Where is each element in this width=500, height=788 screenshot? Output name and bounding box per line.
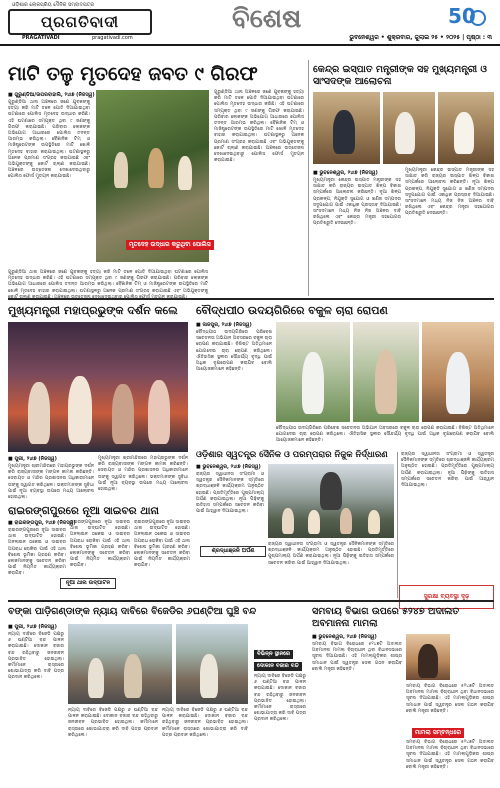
story2-byline: ■ ଭୁବନେଶ୍ୱର, ୨୪ା୭ (ନିଜସ୍ୱ) [313, 170, 378, 176]
story2-column1: ମୁଖ୍ୟମନ୍ତ୍ରୀ କେନ୍ଦ୍ର ଇସ୍ପାତ ମନ୍ତ୍ରୀଙ୍କ ସହ ସାକ୍ଷାତ କରି ରାଜ୍ୟର ଇସ୍ପାତ ଶିଳ୍ପ ବିକାଶ ସମ୍ପର୍କରେ ଆଲୋଚନା କରିଛନ୍ତି। ନୂଆ ଶିଳ୍ପ ପ୍ରକଳ୍ପ, ନିଯୁକ୍ତି ସୁଯୋଗ ଓ ଖଣିଜ ସମ୍ପଦର ସଦୁପଯୋଗ ପାଇଁ ଏକାଧିକ ପ୍ରସ୍ତାବ ଦିଆଯାଇଛି। ସାଂସଦମାନେ ମଧ୍ୟ ନିଜ ନିଜ ଅଞ୍ଚଳର ଦାବି ରଖିଥିଲେ ଏବଂ କେନ୍ଦ୍ର ମନ୍ତ୍ରୀ ସହଯୋଗର ପ୍ରତିଶ୍ରୁତି ଦେଇଛନ୍ତି। [313, 178, 401, 227]
sidebar-column: ରାଜ୍ୟର ସ୍ୱାଧୀନତା ସଂଗ୍ରାମୀ ଓ ସ୍ୱତନ୍ତ୍ର ସୈନିକମାନଙ୍କ ସ୍ମୃତିରେ ଶ୍ରଦ୍ଧାଞ୍ଜଳି କାର୍ଯ୍ୟକ୍ରମ ଅନୁଷ୍ଠିତ ହୋଇଛି। ପ୍ରତିମୂର୍ତ୍ତିରେ ପୁଷ୍ପମାଲ୍ୟ ଅର୍ପଣ କରାଯାଇଥିଲା। ନୂଆ ପିଢ଼ିଙ୍କୁ ଇତିହାସ ସମ୍ପର୍କରେ ସଚେତନ କରିବା ପାଇଁ ଆହ୍ୱାନ ଦିଆଯାଇଥିଲା। [401, 452, 494, 489]
story5-column1: ରାଇରଙ୍ଗପୁରରେ ନୂଆ ସାଇବର ଥାନା ଉଦ୍‌ଘାଟିତ ହୋଇଛି। ଅନଲାଇନ ଠକେଇ ଓ ସାଇବର ଅପରାଧ ରୋକିବା ପାଇଁ ଏହି ଥାନା ବିଶେଷ ଭୂମିକା ଗ୍ରହଣ କରିବ। ଲୋକମାନଙ୍କୁ ସଚେତନ କରିବା ପାଇଁ ନିୟମିତ କାର୍ଯ୍ୟକ୍ରମ କରାଯିବ। [8, 528, 66, 577]
brand-url[interactable]: pragativadi.com [92, 35, 133, 41]
newspaper-logo[interactable]: ପ୍ରଗତିବାଦୀ [8, 9, 152, 35]
emblem-ring-icon [470, 10, 486, 26]
story1-headline[interactable]: ମାଟି ତଳୁ ମୃତଦେହ ଜବତ ୯ ଗିରଫ [8, 63, 258, 85]
story8-portrait[interactable] [406, 634, 450, 680]
story1-column1: ଗୁରୁଣ୍ଡିଆ ଥାନା ଅଞ୍ଚଳରେ ଜଣେ ଯୁବକଙ୍କୁ ହତ୍ୟା କରି ମାଟି ତଳେ ପୋତି ଦିଆଯାଇଥିବା ଘଟଣାରେ ପୋଲିସ ମୃତଦେହ ଉଦ୍ଧାର କରିଛି। ଏହି ଘଟଣାରେ ସମ୍ପୃକ୍ତ ଥିବା ୯ ଜଣଙ୍କୁ ଗିରଫ କରାଯାଇଛି। ପରିବାର ଲୋକଙ୍କ ଅଭିଯୋଗ ଆଧାରରେ ପୋଲିସ ତଦନ୍ତ ଆରମ୍ଭ କରିଥିଲା। ବୈଜ୍ଞାନିକ ଟିମ୍ ଓ ମାଜିଷ୍ଟ୍ରେଟଙ୍କ ଉପସ୍ଥିତିରେ ମାଟି ଖୋଳି ମୃତଦେହ ବାହାର କରାଯାଇଥିଲା। ଘଟଣାସ୍ଥଳରୁ ଅନେକ ପ୍ରମାଣ ସଂଗ୍ରହ କରାଯାଇଛି ଏବଂ ଅଭିଯୁକ୍ତଙ୍କୁ କୋର୍ଟ ଚାଲାଣ କରାଯାଇଛି। ଅଞ୍ଚଳରେ ଉତ୍ତେଜନା ଦେଖାଦେଇଥିବାରୁ ପୋଲିସ ଫୋର୍ସ ମୁତୟନ କରାଯାଇଛି। [8, 100, 90, 180]
story7-column4: ନ୍ୟାୟ ଦାବିରେ ବିଜେଡି ପକ୍ଷରୁ ୬ ଘଣ୍ଟିଆ ବନ୍ଦ ପାଳନ କରାଯାଇଛି। ଦୋକାନ ବଜାର ବନ୍ଦ ରହିଥିବାରୁ ଜନଜୀବନ ପ୍ରଭାବିତ ହୋଇଥିଲା। କର୍ମୀମାନେ ରାସ୍ତାରେ ଶୋଭାଯାତ୍ରା କରି ଦାବି ପତ୍ର ପ୍ରଦାନ କରିଥିଲେ। [254, 674, 306, 723]
brand-name-latin: PRAGATIVADI [22, 35, 60, 41]
story6-byline: ■ ଭୁବନେଶ୍ୱର, ୨୪ା୭ (ନିଜସ୍ୱ) [196, 464, 261, 470]
story2-photo-left[interactable] [313, 92, 380, 164]
story1-byline: ■ ଗୁରୁଣ୍ଡିଆ/ଉପରବାହାଲି, ୨୪ା୭ (ନିଜସ୍ୱ) [8, 92, 95, 98]
story6-headline[interactable]: ଓଡ଼ିଶାର ସ୍ୱତନ୍ତ୍ର ସୈନିକ ଓ ପରମ୍ପରାର ନିଜୁକ ନିର୍ଦ୍ଧାରଣ [196, 450, 388, 460]
story8-headline[interactable]: ସମବାୟ ବିଭାଗ ଉପରେ ୫୨୪୭ ଅଦାଲତ ଅବମାନନା ମାମଲା [312, 606, 460, 629]
story6-tag: ଶ୍ରଦ୍ଧାଞ୍ଜଳି ଅର୍ପଣ [200, 546, 266, 557]
column-divider [397, 452, 398, 598]
story3-column1: ମୁଖ୍ୟମନ୍ତ୍ରୀ ଶ୍ରୀମନ୍ଦିରରେ ମହାପ୍ରଭୁଙ୍କ ଦର୍ଶନ କରି ରାଜ୍ୟବାସୀଙ୍କ ମଙ୍ଗଳ କାମନା କରିଛନ୍ତି। ସେବାୟତ ଓ ମନ୍ଦିର ପ୍ରଶାସନର ଅଧିକାରୀମାନେ ତାଙ୍କୁ ସ୍ୱାଗତ କରିଥିଲେ। ଭକ୍ତମାନଙ୍କ ସୁବିଧା ପାଇଁ ନୂଆ ବ୍ୟବସ୍ଥା ଉପରେ ମଧ୍ୟ ଆଲୋଚନା ହୋଇଥିଲା। [8, 464, 94, 501]
story4-column2: ବୌଦ୍ଧପୀଠ ଉଦୟଗିରିରେ ପରିବେଶ ସଚେତନତା ଅଭିଯାନ ଅବସରରେ ବକୁଳ ଚାରା ରୋପଣ କରାଯାଇଛି। ବିଶିଷ୍ଟ ଅତିଥିମାନେ ଯୋଗଦେଇ ଚାରା ରୋପଣ କରିଥିଲେ। ଐତିହାସିକ ସ୍ଥଳୀର ସୌନ୍ଦର୍ଯ୍ୟ ବୃଦ୍ଧି ପାଇଁ ଅଧିକ ବୃକ୍ଷରୋପଣ କରାଯିବ ବୋଲି ଆୟୋଜକମାନେ କହିଛନ୍ତି। [276, 426, 494, 444]
story1-column-bottom: ଗୁରୁଣ୍ଡିଆ ଥାନା ଅଞ୍ଚଳରେ ଜଣେ ଯୁବକଙ୍କୁ ହତ୍ୟା କରି ମାଟି ତଳେ ପୋତି ଦିଆଯାଇଥିବା ଘଟଣାରେ ପୋଲିସ ମୃତଦେହ ଉଦ୍ଧାର କରିଛି। ଏହି ଘଟଣାରେ ସମ୍ପୃକ୍ତ ଥିବା ୯ ଜଣଙ୍କୁ ଗିରଫ କରାଯାଇଛି। ପରିବାର ଲୋକଙ୍କ ଅଭିଯୋଗ ଆଧାରରେ ପୋଲିସ ତଦନ୍ତ ଆରମ୍ଭ କରିଥିଲା। ବୈଜ୍ଞାନିକ ଟିମ୍ ଓ ମାଜିଷ୍ଟ୍ରେଟଙ୍କ ଉପସ୍ଥିତିରେ ମାଟି ଖୋଳି ମୃତଦେହ ବାହାର କରାଯାଇଥିଲା। ଘଟଣାସ୍ଥଳରୁ ଅନେକ ପ୍ରମାଣ ସଂଗ୍ରହ କରାଯାଇଛି ଏବଂ ଅଭିଯୁକ୍ତଙ୍କୁ କୋର୍ଟ ଚାଲାଣ କରାଯାଇଛି। ଅଞ୍ଚଳରେ ଉତ୍ତେଜନା ଦେଖାଦେଇଥିବାରୁ ପୋଲିସ ଫୋର୍ସ ମୁତୟନ କରାଯାଇଛି। [8, 270, 208, 300]
rule-horizontal [8, 600, 494, 602]
story6-photo[interactable] [268, 464, 394, 538]
story8-column1: ସମବାୟ ବିଭାଗ ବିରୋଧରେ ୫୨୪୭ଟି ଅଦାଲତ ଅବମାନନା ମାମଲା ବିଚାରାଧୀନ ଥିବା ବିଧାନସଭାରେ ସୂଚନା ଦିଆଯାଇଛି। ଏହି ମାମଲାଗୁଡ଼ିକର ଶୀଘ୍ର ସମାଧାନ ପାଇଁ ସ୍ୱତନ୍ତ୍ର ସେଲ ଗଠନ କରାଯିବ ବୋଲି ମନ୍ତ୍ରୀ କହିଛନ୍ତି। [312, 642, 402, 672]
story5-headline[interactable]: ରାଇରଙ୍ଗପୁରରେ ନୂଆ ସାଇବର ଥାନା [8, 505, 159, 517]
story3-photo[interactable] [8, 322, 188, 452]
story7-tag-1: ବିଭିନ୍ନ ସ୍ଥାନରେ [254, 650, 293, 659]
story8-column2: ସମବାୟ ବିଭାଗ ବିରୋଧରେ ୫୨୪୭ଟି ଅଦାଲତ ଅବମାନନା ମାମଲା ବିଚାରାଧୀନ ଥିବା ବିଧାନସଭାରେ ସୂଚନା ଦିଆଯାଇଛି। ଏହି ମାମଲାଗୁଡ଼ିକର ଶୀଘ୍ର ସମାଧାନ ପାଇଁ ସ୍ୱତନ୍ତ୍ର ସେଲ ଗଠନ କରାଯିବ ବୋଲି ମନ୍ତ୍ରୀ କହିଛନ୍ତି। [406, 684, 494, 714]
story6-column2: ରାଜ୍ୟର ସ୍ୱାଧୀନତା ସଂଗ୍ରାମୀ ଓ ସ୍ୱତନ୍ତ୍ର ସୈନିକମାନଙ୍କ ସ୍ମୃତିରେ ଶ୍ରଦ୍ଧାଞ୍ଜଳି କାର୍ଯ୍ୟକ୍ରମ ଅନୁଷ୍ଠିତ ହୋଇଛି। ପ୍ରତିମୂର୍ତ୍ତିରେ ପୁଷ୍ପମାଲ୍ୟ ଅର୍ପଣ କରାଯାଇଥିଲା। ନୂଆ ପିଢ଼ିଙ୍କୁ ଇତିହାସ ସମ୍ପର୍କରେ ସଚେତନ କରିବା ପାଇଁ ଆହ୍ୱାନ ଦିଆଯାଇଥିଲା। [268, 542, 394, 566]
story7-byline: ■ ପୁରୀ, ୨୪ା୭ (ନିଜସ୍ୱ) [8, 624, 57, 630]
story2-column2: ମୁଖ୍ୟମନ୍ତ୍ରୀ କେନ୍ଦ୍ର ଇସ୍ପାତ ମନ୍ତ୍ରୀଙ୍କ ସହ ସାକ୍ଷାତ କରି ରାଜ୍ୟର ଇସ୍ପାତ ଶିଳ୍ପ ବିକାଶ ସମ୍ପର୍କରେ ଆଲୋଚନା କରିଛନ୍ତି। ନୂଆ ଶିଳ୍ପ ପ୍ରକଳ୍ପ, ନିଯୁକ୍ତି ସୁଯୋଗ ଓ ଖଣିଜ ସମ୍ପଦର ସଦୁପଯୋଗ ପାଇଁ ଏକାଧିକ ପ୍ରସ୍ତାବ ଦିଆଯାଇଛି। ସାଂସଦମାନେ ମଧ୍ୟ ନିଜ ନିଜ ଅଞ୍ଚଳର ଦାବି ରଖିଥିଲେ ଏବଂ କେନ୍ଦ୍ର ମନ୍ତ୍ରୀ ସହଯୋଗର ପ୍ରତିଶ୍ରୁତି ଦେଇଛନ୍ତି। [405, 168, 494, 217]
story4-byline: ■ ଜାଜପୁର, ୨୪ା୭ (ନିଜସ୍ୱ) [196, 322, 252, 328]
masthead-tagline: ଓଡ଼ିଶାର ଲୋକପ୍ରିୟ ଦୈନିକ ସମ୍ବାଦପତ୍ର [12, 2, 95, 8]
story7-tag-2: ଦୋକାନ ବଜାର ବନ୍ଦ [254, 662, 302, 671]
anniversary-number: 50 [448, 4, 476, 28]
column-divider [308, 60, 309, 296]
pull-quote: ସୁରକ୍ଷା ବ୍ୟବସ୍ଥା ଦୃଢ଼ [399, 585, 494, 609]
story3-headline[interactable]: ମୁଖ୍ୟମନ୍ତ୍ରୀ ମହାପ୍ରଭୁଙ୍କ ଦର୍ଶନ କଲେ [8, 304, 178, 317]
story5-column3: ରାଇରଙ୍ଗପୁରରେ ନୂଆ ସାଇବର ଥାନା ଉଦ୍‌ଘାଟିତ ହୋଇଛି। ଅନଲାଇନ ଠକେଇ ଓ ସାଇବର ଅପରାଧ ରୋକିବା ପାଇଁ ଏହି ଥାନା ବିଶେଷ ଭୂମିକା ଗ୍ରହଣ କରିବ। ଲୋକମାନଙ୍କୁ ସଚେତନ କରିବା ପାଇଁ ନିୟମିତ କାର୍ଯ୍ୟକ୍ରମ କରାଯିବ। [134, 520, 191, 569]
story1-photo-tag: ମୃତଦେହ ଉଦ୍ଧାର କରୁଥିବା ପୋଲିସ [126, 240, 214, 250]
story7-column1: ନ୍ୟାୟ ଦାବିରେ ବିଜେଡି ପକ୍ଷରୁ ୬ ଘଣ୍ଟିଆ ବନ୍ଦ ପାଳନ କରାଯାଇଛି। ଦୋକାନ ବଜାର ବନ୍ଦ ରହିଥିବାରୁ ଜନଜୀବନ ପ୍ରଭାବିତ ହୋଇଥିଲା। କର୍ମୀମାନେ ରାସ୍ତାରେ ଶୋଭାଯାତ୍ରା କରି ଦାବି ପତ୍ର ପ୍ରଦାନ କରିଥିଲେ। [8, 632, 64, 681]
section-title: ବିଶେଷ [232, 4, 302, 34]
masthead [0, 0, 500, 46]
story5-column2: ରାଇରଙ୍ଗପୁରରେ ନୂଆ ସାଇବର ଥାନା ଉଦ୍‌ଘାଟିତ ହୋଇଛି। ଅନଲାଇନ ଠକେଇ ଓ ସାଇବର ଅପରାଧ ରୋକିବା ପାଇଁ ଏହି ଥାନା ବିଶେଷ ଭୂମିକା ଗ୍ରହଣ କରିବ। ଲୋକମାନଙ୍କୁ ସଚେତନ କରିବା ପାଇଁ ନିୟମିତ କାର୍ଯ୍ୟକ୍ରମ କରାଯିବ। [70, 520, 130, 569]
story6-column1: ରାଜ୍ୟର ସ୍ୱାଧୀନତା ସଂଗ୍ରାମୀ ଓ ସ୍ୱତନ୍ତ୍ର ସୈନିକମାନଙ୍କ ସ୍ମୃତିରେ ଶ୍ରଦ୍ଧାଞ୍ଜଳି କାର୍ଯ୍ୟକ୍ରମ ଅନୁଷ୍ଠିତ ହୋଇଛି। ପ୍ରତିମୂର୍ତ୍ତିରେ ପୁଷ୍ପମାଲ୍ୟ ଅର୍ପଣ କରାଯାଇଥିଲା। ନୂଆ ପିଢ଼ିଙ୍କୁ ଇତିହାସ ସମ୍ପର୍କରେ ସଚେତନ କରିବା ପାଇଁ ଆହ୍ୱାନ ଦିଆଯାଇଥିଲା। [196, 472, 264, 515]
story2-photo-right[interactable] [438, 92, 494, 164]
rule-horizontal [8, 298, 494, 300]
anniversary-emblem [448, 4, 492, 32]
story5-byline: ■ ରାଇରଙ୍ଗପୁର, ୨୪ା୭ (ନିଜସ୍ୱ) [8, 520, 76, 526]
story7-column3: ନ୍ୟାୟ ଦାବିରେ ବିଜେଡି ପକ୍ଷରୁ ୬ ଘଣ୍ଟିଆ ବନ୍ଦ ପାଳନ କରାଯାଇଛି। ଦୋକାନ ବଜାର ବନ୍ଦ ରହିଥିବାରୁ ଜନଜୀବନ ପ୍ରଭାବିତ ହୋଇଥିଲା। କର୍ମୀମାନେ ରାସ୍ତାରେ ଶୋଭାଯାତ୍ରା କରି ଦାବି ପତ୍ର ପ୍ରଦାନ କରିଥିଲେ। [162, 708, 248, 738]
story3-byline: ■ ପୁରୀ, ୨୪ା୭ (ନିଜସ୍ୱ) [8, 456, 57, 462]
story5-tag: ନୂଆ ଥାନା ଉଦ୍‌ଘାଟନ [60, 578, 116, 589]
story3-column2: ମୁଖ୍ୟମନ୍ତ୍ରୀ ଶ୍ରୀମନ୍ଦିରରେ ମହାପ୍ରଭୁଙ୍କ ଦର୍ଶନ କରି ରାଜ୍ୟବାସୀଙ୍କ ମଙ୍ଗଳ କାମନା କରିଛନ୍ତି। ସେବାୟତ ଓ ମନ୍ଦିର ପ୍ରଶାସନର ଅଧିକାରୀମାନେ ତାଙ୍କୁ ସ୍ୱାଗତ କରିଥିଲେ। ଭକ୍ତମାନଙ୍କ ସୁବିଧା ପାଇଁ ନୂଆ ବ୍ୟବସ୍ଥା ଉପରେ ମଧ୍ୟ ଆଲୋଚନା ହୋଇଥିଲା। [98, 456, 188, 493]
story4-photo-middle[interactable] [353, 322, 419, 422]
story1-column3: ଗୁରୁଣ୍ଡିଆ ଥାନା ଅଞ୍ଚଳରେ ଜଣେ ଯୁବକଙ୍କୁ ହତ୍ୟା କରି ମାଟି ତଳେ ପୋତି ଦିଆଯାଇଥିବା ଘଟଣାରେ ପୋଲିସ ମୃତଦେହ ଉଦ୍ଧାର କରିଛି। ଏହି ଘଟଣାରେ ସମ୍ପୃକ୍ତ ଥିବା ୯ ଜଣଙ୍କୁ ଗିରଫ କରାଯାଇଛି। ପରିବାର ଲୋକଙ୍କ ଅଭିଯୋଗ ଆଧାରରେ ପୋଲିସ ତଦନ୍ତ ଆରମ୍ଭ କରିଥିଲା। ବୈଜ୍ଞାନିକ ଟିମ୍ ଓ ମାଜିଷ୍ଟ୍ରେଟଙ୍କ ଉପସ୍ଥିତିରେ ମାଟି ଖୋଳି ମୃତଦେହ ବାହାର କରାଯାଇଥିଲା। ଘଟଣାସ୍ଥଳରୁ ଅନେକ ପ୍ରମାଣ ସଂଗ୍ରହ କରାଯାଇଛି ଏବଂ ଅଭିଯୁକ୍ତଙ୍କୁ କୋର୍ଟ ଚାଲାଣ କରାଯାଇଛି। ଅଞ୍ଚଳରେ ଉତ୍ତେଜନା ଦେଖାଦେଇଥିବାରୁ ପୋଲିସ ଫୋର୍ସ ମୁତୟନ କରାଯାଇଛି। [214, 90, 304, 164]
story4-headline[interactable]: ବୌଦ୍ଧପୀଠ ଉଦୟଗିରିରେ ବକୁଳ ଚାରା ରୋପଣ [196, 304, 388, 317]
story7-column2: ନ୍ୟାୟ ଦାବିରେ ବିଜେଡି ପକ୍ଷରୁ ୬ ଘଣ୍ଟିଆ ବନ୍ଦ ପାଳନ କରାଯାଇଛି। ଦୋକାନ ବଜାର ବନ୍ଦ ରହିଥିବାରୁ ଜନଜୀବନ ପ୍ରଭାବିତ ହୋଇଥିଲା। କର୍ମୀମାନେ ରାସ୍ତାରେ ଶୋଭାଯାତ୍ରା କରି ଦାବି ପତ୍ର ପ୍ରଦାନ କରିଥିଲେ। [68, 708, 158, 738]
story4-photo-left[interactable] [276, 322, 350, 422]
dateline: ଭୁବନେଶ୍ୱର • ଶୁକ୍ରବାର, ଜୁଲାଇ ୨୫ • ୨୦୨୫ | ପୃଷ୍ଠା : ୩ [349, 34, 492, 41]
story4-column1: ବୌଦ୍ଧପୀଠ ଉଦୟଗିରିରେ ପରିବେଶ ସଚେତନତା ଅଭିଯାନ ଅବସରରେ ବକୁଳ ଚାରା ରୋପଣ କରାଯାଇଛି। ବିଶିଷ୍ଟ ଅତିଥିମାନେ ଯୋଗଦେଇ ଚାରା ରୋପଣ କରିଥିଲେ। ଐତିହାସିକ ସ୍ଥଳୀର ସୌନ୍ଦର୍ଯ୍ୟ ବୃଦ୍ଧି ପାଇଁ ଅଧିକ ବୃକ୍ଷରୋପଣ କରାଯିବ ବୋଲି ଆୟୋଜକମାନେ କହିଛନ୍ତି। [196, 330, 272, 373]
story7-photo-left[interactable] [68, 624, 172, 704]
story8-tag: ମାମଲା ସମ୍ବନ୍ଧରେ [412, 728, 464, 738]
story7-photo-right[interactable] [176, 624, 248, 704]
story8-column3: ସମବାୟ ବିଭାଗ ବିରୋଧରେ ୫୨୪୭ଟି ଅଦାଲତ ଅବମାନନା ମାମଲା ବିଚାରାଧୀନ ଥିବା ବିଧାନସଭାରେ ସୂଚନା ଦିଆଯାଇଛି। ଏହି ମାମଲାଗୁଡ଼ିକର ଶୀଘ୍ର ସମାଧାନ ପାଇଁ ସ୍ୱତନ୍ତ୍ର ସେଲ ଗଠନ କରାଯିବ ବୋଲି ମନ୍ତ୍ରୀ କହିଛନ୍ତି। [406, 740, 494, 770]
story2-headline[interactable]: କେନ୍ଦ୍ର ଇସ୍ପାତ ମନ୍ତ୍ରୀଙ୍କ ସହ ମୁଖ୍ୟମନ୍ତ୍ରୀ ଓ ସାଂସଦଙ୍କ ଆଲୋଚନା [313, 64, 487, 87]
story2-photo-middle[interactable] [383, 92, 435, 164]
story4-photo-right[interactable] [422, 322, 494, 422]
story7-headline[interactable]: ବଙ୍କା ପାଡ଼ିଗଣ୍ଡାଙ୍କ ନ୍ୟାୟ ଦାବିରେ ବିଜେଡିର ୬ଘଣ୍ଟିଆ ଘୁଞ୍ଚି ବନ୍ଦ [8, 606, 257, 617]
story1-photo[interactable] [96, 90, 209, 262]
story8-byline: ■ ଭୁବନେଶ୍ୱର, ୨୪ା୭ (ନିଜସ୍ୱ) [312, 634, 377, 640]
